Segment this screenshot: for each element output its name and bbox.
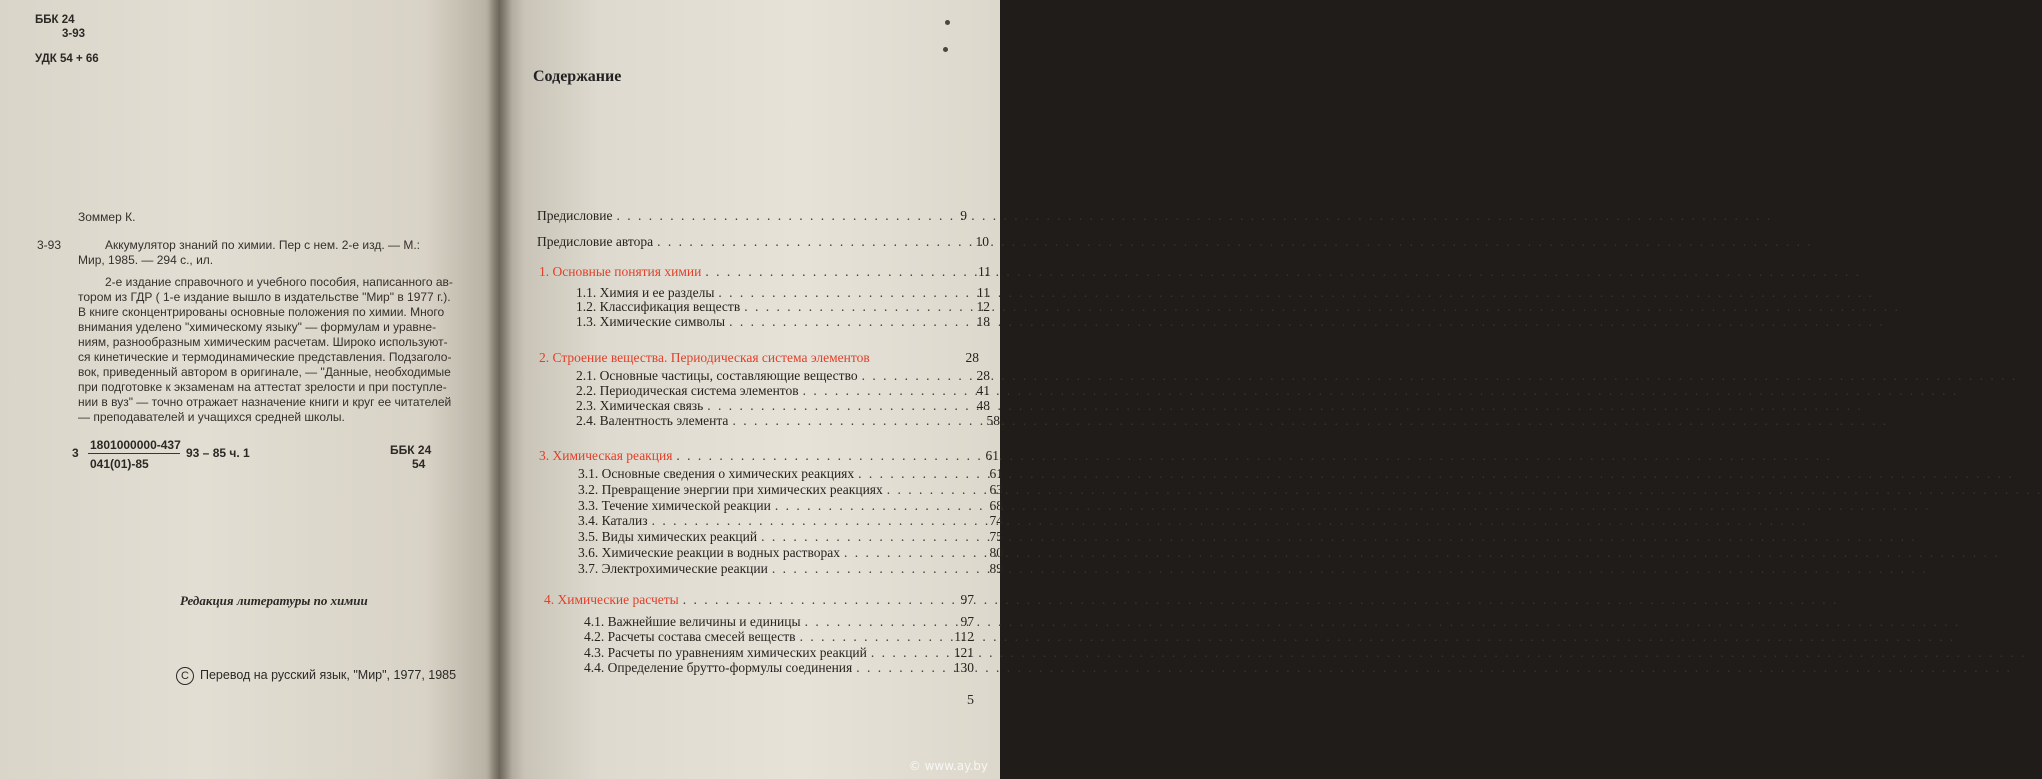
abstract-line-7: вок, приведенный автором в оригинале, — "Данные, необходимые — [78, 365, 451, 379]
left-page — [0, 0, 500, 779]
toc-page: 68 — [989, 498, 1003, 513]
toc-row — [576, 314, 990, 330]
author-line: Зоммер К. — [78, 210, 136, 224]
punch-hole — [943, 47, 948, 52]
toc-page: 80 — [989, 545, 1003, 560]
toc-label: 3.5. Виды химических реакций — [578, 529, 758, 544]
toc-label: 3.4. Катализ — [578, 513, 648, 528]
toc-label: 1.2. Классификация веществ — [576, 299, 741, 314]
right-page — [500, 0, 1003, 779]
toc-page: 121 — [953, 645, 974, 660]
toc-page: 130 — [953, 660, 974, 675]
toc-label: 2.2. Периодическая система элементов — [576, 383, 799, 398]
toc-label: Предисловие — [537, 208, 613, 223]
udk-code: УДК 54 + 66 — [35, 53, 99, 65]
toc-chapter-row — [544, 592, 984, 608]
abstract-line-5: ниям, разнообразным химическим расчетам. Широко используют- — [78, 335, 448, 349]
toc-page: 28 — [976, 368, 990, 383]
toc-label: Предисловие автора — [537, 234, 654, 249]
abstract-line-6: ся кинетические и термодинамические представления. Подзаголо- — [78, 350, 452, 364]
toc-page: 63 — [989, 482, 1003, 497]
abstract-line-8: при подготовке к экзаменам на аттестат зрелости и при поступле- — [78, 380, 447, 394]
toc-label: 2.4. Валентность элемента — [576, 413, 729, 428]
toc-row — [578, 545, 1003, 561]
toc-label: 3.3. Течение химической реакции — [578, 498, 771, 513]
toc-label: 2.1. Основные частицы, составляющие вещество — [576, 368, 858, 383]
copyright-text: Перевод на русский язык, "Мир", 1977, 1985 — [200, 668, 457, 682]
toc-page: 112 — [954, 629, 974, 644]
toc-label: 3.1. Основные сведения о химических реакциях — [578, 466, 855, 481]
toc-page: 9 — [960, 208, 967, 223]
entry-line-1: Аккумулятор знаний по химии. Пер с нем. 2-е изд. — М.: — [105, 238, 421, 252]
toc-row — [578, 482, 1003, 498]
toc-chapter-row — [539, 448, 999, 464]
abstract-line-4: внимания уделено "химическому языку" — формулам и уравне- — [78, 320, 437, 334]
watermark: © www.ay.by — [908, 759, 988, 773]
toc-chapter-label: 2. Строение вещества. Периодическая система элементов — [539, 350, 870, 365]
toc-chapter-label: 3. Химическая реакция — [539, 448, 673, 463]
toc-row — [576, 398, 990, 414]
toc-page: 89 — [989, 561, 1003, 576]
toc-page: 97 — [960, 614, 974, 629]
toc-label: 3.7. Электрохимические реакции — [578, 561, 768, 576]
toc-title: Содержание — [533, 68, 622, 85]
toc-chapter-label: 4. Химические расчеты — [544, 592, 679, 607]
toc-chapter-label: 1. Основные понятия химии — [539, 264, 702, 279]
toc-page: 28 — [965, 350, 979, 365]
copyright-icon: C — [176, 667, 194, 685]
toc-label: 2.3. Химическая связь — [576, 398, 704, 413]
copyright-line — [176, 667, 456, 685]
toc-row — [584, 645, 974, 661]
toc-page: 11 — [978, 264, 991, 279]
toc-row — [576, 299, 990, 315]
imprint-fraction-bar — [88, 453, 180, 454]
imprint-bbk: ББК 24 — [390, 443, 432, 457]
toc-page: 18 — [976, 314, 990, 329]
toc-label: 1.1. Химия и ее разделы — [576, 285, 715, 300]
bbk-subcode: 3-93 — [62, 28, 86, 40]
abstract-line-1: 2-е издание справочного и учебного пособия, написанного ав- — [105, 275, 453, 289]
toc-row — [578, 561, 1003, 577]
toc-page: 48 — [976, 398, 990, 413]
abstract-line-2: тором из ГДР ( 1-е издание вышло в издательстве "Мир" в 1977 г.). — [78, 290, 451, 304]
toc-row — [584, 660, 974, 676]
page-number: 5 — [967, 693, 974, 708]
toc-label: 3.2. Превращение энергии при химических реакциях — [578, 482, 883, 497]
toc-row — [578, 466, 1003, 482]
toc-row — [584, 629, 974, 645]
toc-page: 61 — [985, 448, 999, 463]
imprint-numerator: 1801000000-437 — [90, 438, 181, 452]
toc-page: 61 — [989, 466, 1003, 481]
toc-page: 75 — [989, 529, 1003, 544]
imprint-bbk-sub: 54 — [412, 457, 426, 471]
toc-page: 11 — [977, 285, 990, 300]
toc-label: 4.4. Определение брутто-формулы соединения — [584, 660, 853, 675]
toc-row — [537, 208, 967, 224]
abstract-line-9: нии в вуз" — точно отражает назначение книги и круг ее читателей — [78, 395, 452, 409]
toc-page: 12 — [976, 299, 990, 314]
toc-label: 4.1. Важнейшие величины и единицы — [584, 614, 801, 629]
toc-label: 4.3. Расчеты по уравнениям химических реакций — [584, 645, 867, 660]
toc-row — [537, 234, 989, 250]
toc-label: 3.6. Химические реакции в водных растворах — [578, 545, 840, 560]
bbk-code: ББК 24 — [35, 14, 75, 26]
punch-hole — [945, 20, 950, 25]
toc-row — [578, 513, 1003, 529]
toc-chapter-row — [539, 264, 991, 280]
toc-chapter-row — [539, 350, 979, 366]
toc-label: 1.3. Химические символы — [576, 314, 726, 329]
toc-row — [576, 368, 990, 384]
toc-page: 41 — [976, 383, 990, 398]
toc-row — [578, 529, 1003, 545]
toc-row — [584, 614, 974, 630]
toc-page: 74 — [989, 513, 1003, 528]
imprint-lead: 3 — [72, 446, 79, 460]
imprint-middle: 93 – 85 ч. 1 — [186, 446, 250, 460]
toc-label: 4.2. Расчеты состава смесей веществ — [584, 629, 796, 644]
toc-page: 97 — [960, 592, 974, 607]
toc-page: 58 — [986, 413, 1000, 428]
book-spine-shadow — [488, 0, 512, 779]
editorial-line: Редакция литературы по химии — [180, 593, 368, 608]
toc-row — [576, 413, 1000, 429]
imprint-denominator: 041(01)-85 — [90, 457, 149, 471]
entry-line-2: Мир, 1985. — 294 с., ил. — [78, 253, 214, 267]
catalog-code: 3-93 — [37, 238, 62, 252]
abstract-line-3: В книге сконцентрированы основные положения по химии. Много — [78, 305, 445, 319]
toc-page: 10 — [975, 234, 989, 249]
abstract-line-10: — преподавателей и учащихся средней школы. — [78, 410, 345, 424]
toc-row — [578, 498, 1003, 514]
toc-row — [576, 383, 990, 399]
